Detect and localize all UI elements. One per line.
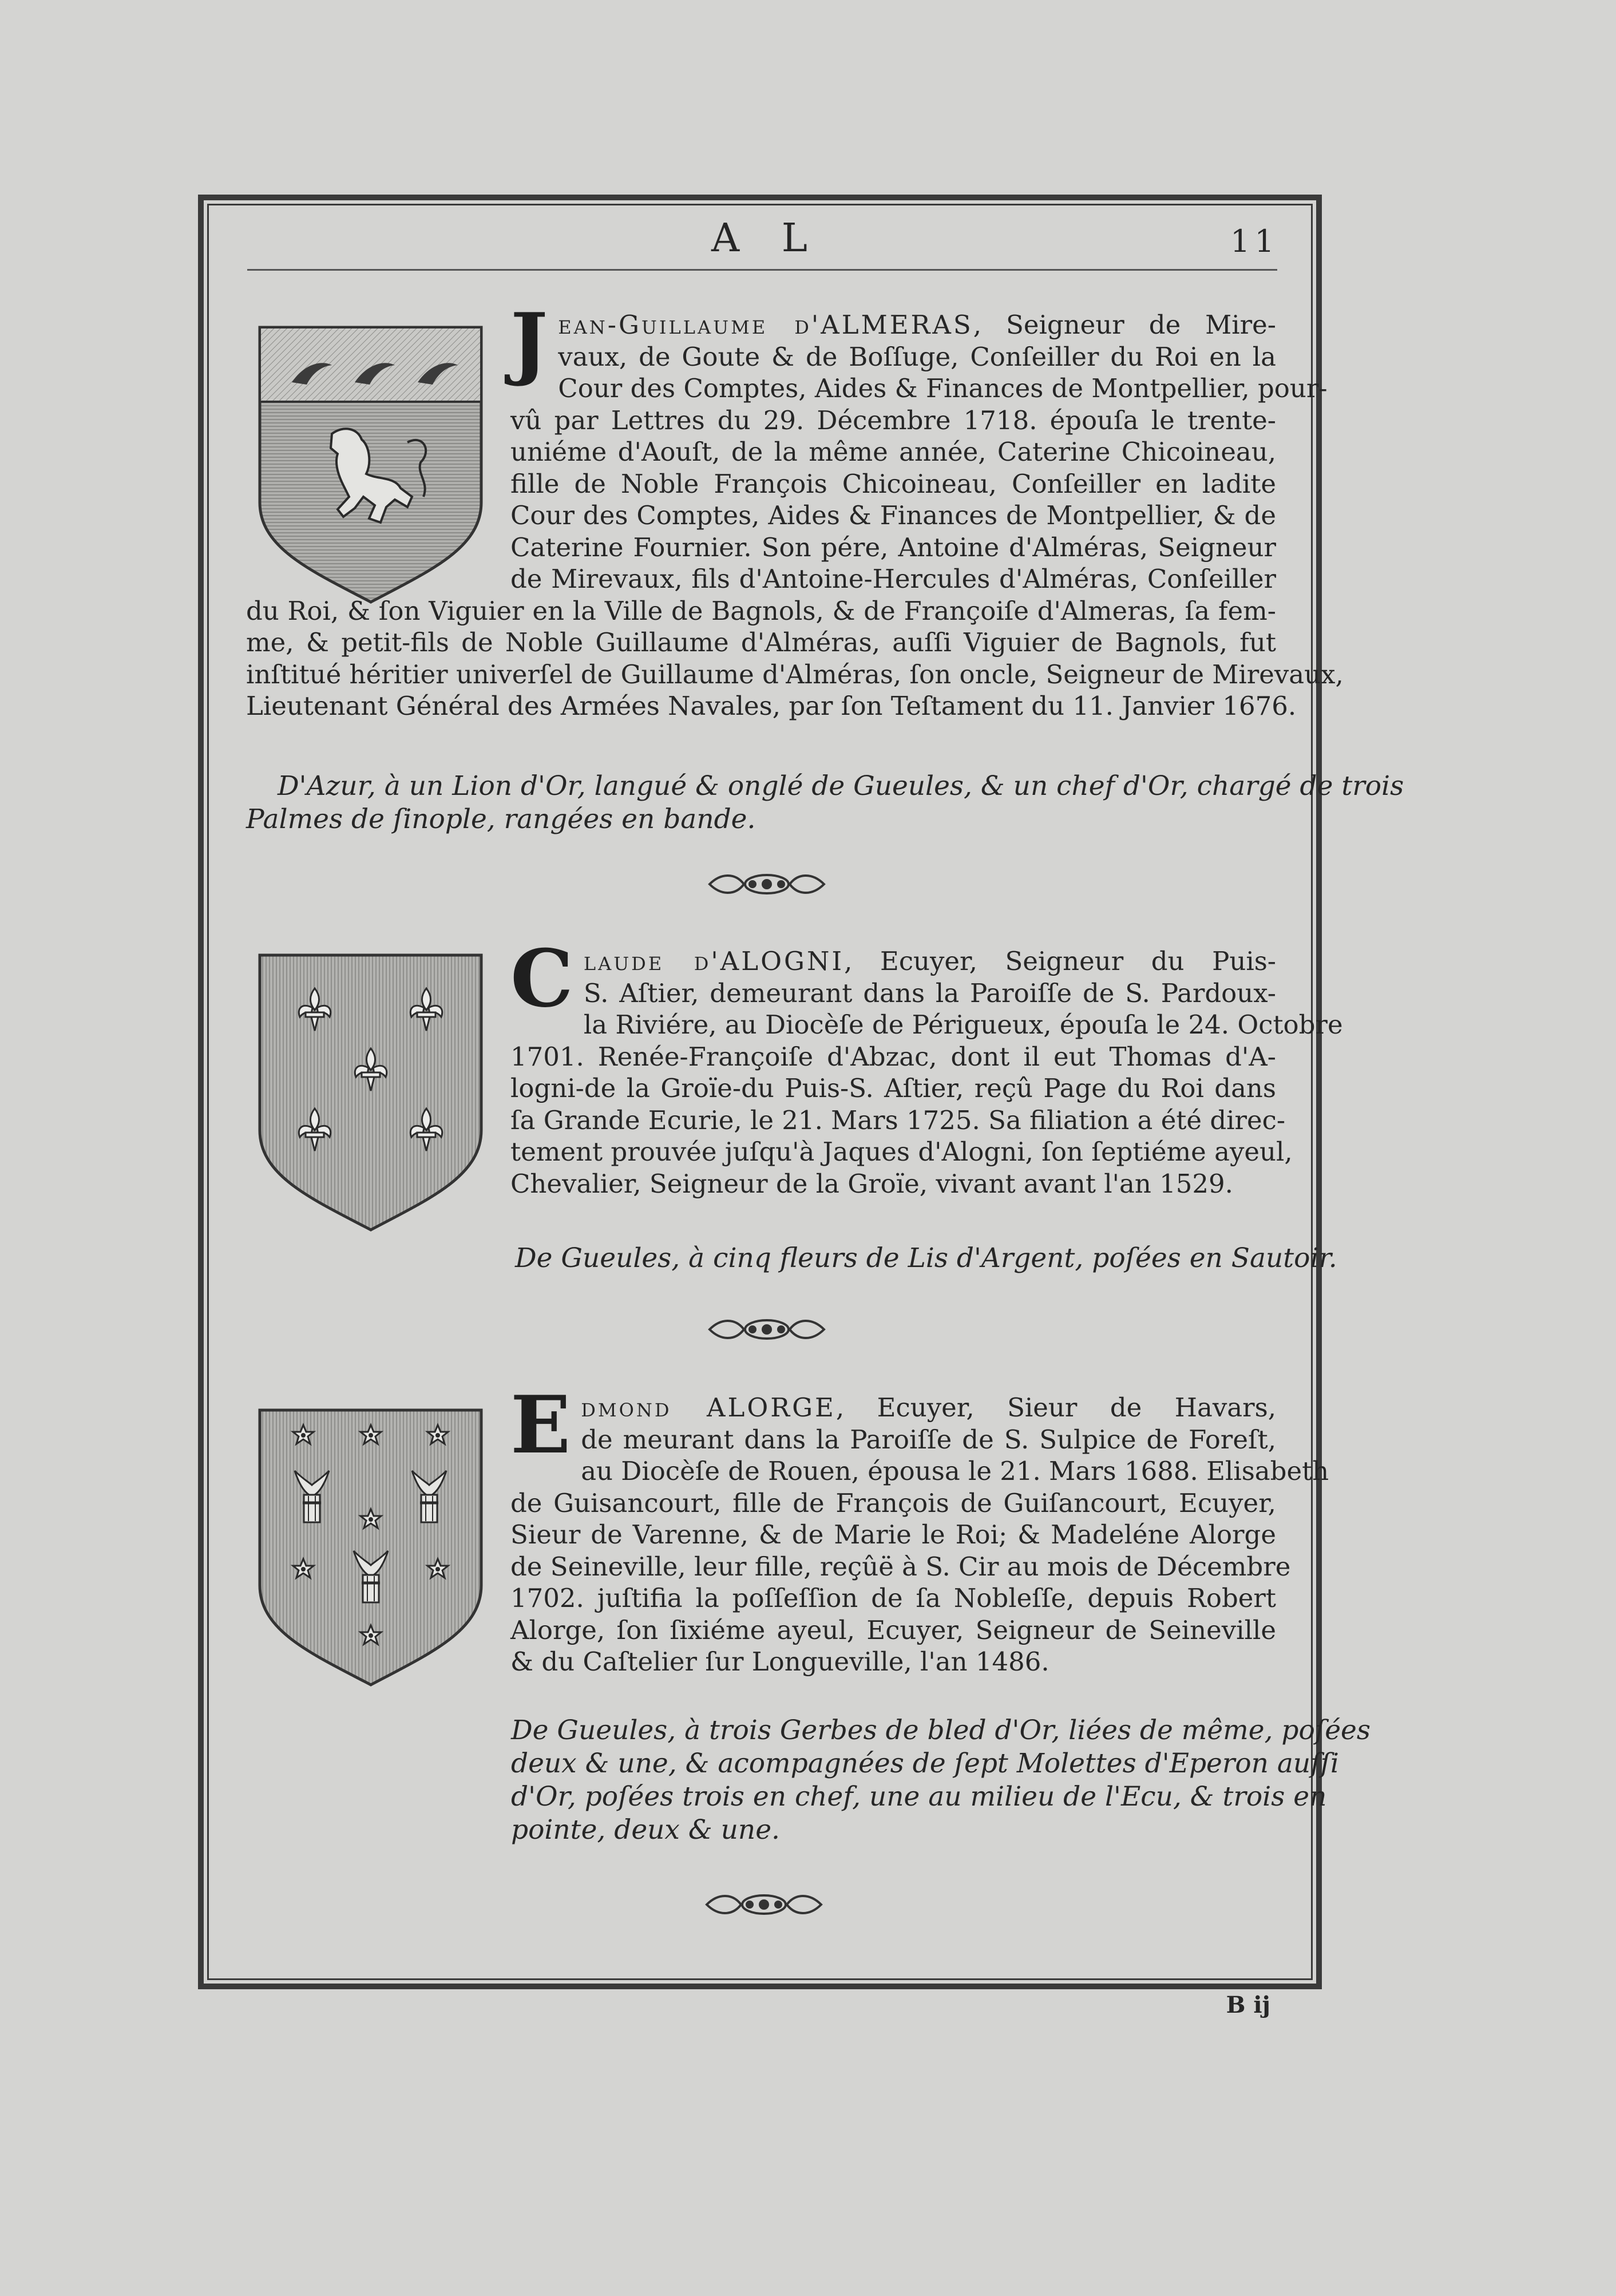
entry-almeras-line-11: me, & petit-fils de Noble Guillaume d'Alméras, auſſi Viguier de Bagnols, fut xyxy=(246,627,1276,658)
entry-alorge-line-5: Sieur de Varenne, & de Marie le Roi; & Madeléne Alorge xyxy=(510,1519,1276,1550)
entry-alorge-text xyxy=(246,1378,1329,1678)
entry-almeras-line-7: Cour des Comptes, Aides & Finances de Montpellier, & de xyxy=(510,500,1276,531)
entry-almeras-line-5: uniéme d'Aouſt, de la même année, Caterine Chicoineau, xyxy=(510,437,1276,467)
header-rule xyxy=(247,269,1277,271)
ornament-divider-2 xyxy=(704,1315,830,1344)
entry-alogni-line-5: logni-de la Groïe-du Puis-S. Aſtier, reçû Page du Roi dans xyxy=(510,1073,1276,1103)
signature-mark: B ij xyxy=(1226,1992,1270,2018)
blazon-alorge-line-1: De Gueules, à trois Gerbes de bled d'Or, liées de même, poſées xyxy=(511,1715,1371,1746)
entry-almeras-line-10: du Roi, & ſon Viguier en la Ville de Bagnols, & de Françoiſe d'Almeras, ſa fem- xyxy=(246,595,1276,626)
blazon-almeras-line-1: D'Azur, à un Lion d'Or, langué & onglé de Gueules, & un chef d'Or, chargé de trois xyxy=(278,770,1404,802)
entry-almeras-line-12: inſtitué héritier univerſel de Guillaume d'Alméras, ſon oncle, Seigneur de Mirevaux, xyxy=(246,659,1344,690)
entry-alorge-name: dmond ALORGE xyxy=(581,1392,836,1423)
entry-alorge-line-3: au Diocèſe de Rouen, épousa le 21. Mars 1688. Elisabeth xyxy=(581,1456,1329,1486)
entry-almeras-text xyxy=(246,295,1344,722)
entry-alorge-line-7: 1702. juſtifia la poſſeſſion de ſa Nobleſſe, depuis Robert xyxy=(510,1583,1276,1613)
entry-almeras-line-13: Lieutenant Général des Armées Navales, par ſon Teſtament du 11. Janvier 1676. xyxy=(246,691,1297,721)
entry-almeras-line-4: vû par Lettres du 29. Décembre 1718. épouſa le trente- xyxy=(510,405,1276,436)
blazon-alorge-line-3: d'Or, poſées trois en chef, une au milieu de l'Ecu, & trois en xyxy=(511,1781,1327,1812)
entry-almeras-line-1: ean-Guillaume d'ALMERAS, Seigneur de Mire- xyxy=(558,310,1276,340)
dropcap-c: C xyxy=(510,932,573,1025)
entry-alogni-name: laude d'ALOGNI xyxy=(583,946,845,976)
entry-almeras-line-2: vaux, de Goute & de Boſſuge, Conſeiller du Roi en la xyxy=(558,341,1276,372)
entry-alogni-text xyxy=(246,932,1343,1200)
entry-alorge-line-4: de Guisancourt, fille de François de Guiſancourt, Ecuyer, xyxy=(510,1487,1276,1518)
ornament-divider-3 xyxy=(701,1890,827,1919)
entry-almeras-line-3: Cour des Comptes, Aides & Finances de Montpellier, pour- xyxy=(558,373,1328,403)
entry-alorge-line-1: dmond ALORGE, Ecuyer, Sieur de Havars, xyxy=(581,1392,1276,1423)
entry-alogni-line-4: 1701. Renée-Françoiſe d'Abzac, dont il eut Thomas d'A- xyxy=(510,1041,1276,1072)
entry-alorge-line-8: Alorge, ſon ſixiéme ayeul, Ecuyer, Seigneur de Seineville xyxy=(510,1614,1276,1645)
entry-almeras-line-8: Caterine Fournier. Son pére, Antoine d'Alméras, Seigneur xyxy=(510,532,1276,563)
blazon-alorge-line-4: pointe, deux & une. xyxy=(511,1814,780,1846)
running-header-title: A L xyxy=(711,216,822,261)
entry-almeras-line-6: fille de Noble François Chicoineau, Conſeiller en ladite xyxy=(510,468,1276,499)
ornament-divider-1 xyxy=(704,870,830,898)
entry-alogni-line-3: la Riviére, au Diocèſe de Périgueux, épouſa le 24. Octobre xyxy=(583,1010,1343,1040)
dropcap-j: J xyxy=(510,295,548,389)
entry-alorge-line-6: de Seineville, leur fille, reçûë à S. Cir au mois de Décembre xyxy=(510,1551,1291,1582)
blazon-almeras xyxy=(246,770,1404,836)
blazon-alorge xyxy=(511,1714,1371,1847)
blazon-alogni-line-1: De Gueules, à cinq fleurs de Lis d'Argent, poſées en Sautoir. xyxy=(515,1242,1337,1274)
entry-alorge-line-2: de meurant dans la Paroiſſe de S. Sulpice de Foreſt, xyxy=(581,1424,1276,1455)
blazon-alogni xyxy=(515,1242,1337,1275)
entry-alogni-line-7: tement prouvée juſqu'à Jaques d'Alogni, ſon ſeptiéme ayeul, xyxy=(510,1137,1293,1167)
entry-alogni-line-1: laude d'ALOGNI, Ecuyer, Seigneur du Puis- xyxy=(583,946,1277,976)
dropcap-e: E xyxy=(510,1378,571,1471)
entry-alorge-line-9: & du Caſtelier ſur Longueville, l'an 1486. xyxy=(510,1646,1049,1677)
entry-alogni-line-2: S. Aſtier, demeurant dans la Paroiſſe de S. Pardoux- xyxy=(583,977,1276,1008)
blazon-alorge-line-2: deux & une, & acompagnées de ſept Molettes d'Eperon auſſi xyxy=(511,1748,1339,1779)
entry-almeras-line-9: de Mirevaux, fils d'Antoine-Hercules d'Alméras, Conſeiller xyxy=(510,564,1276,594)
page-number: 11 xyxy=(1230,223,1279,259)
entry-almeras-name: ean-Guillaume d'ALMERAS xyxy=(558,310,973,340)
blazon-almeras-line-2: Palmes de ſinople, rangées en bande. xyxy=(246,803,756,835)
entry-alogni-line-8: Chevalier, Seigneur de la Groïe, vivant avant l'an 1529. xyxy=(510,1168,1233,1199)
entry-alogni-line-6: ſa Grande Ecurie, le 21. Mars 1725. Sa filiation a été direc- xyxy=(510,1105,1286,1135)
